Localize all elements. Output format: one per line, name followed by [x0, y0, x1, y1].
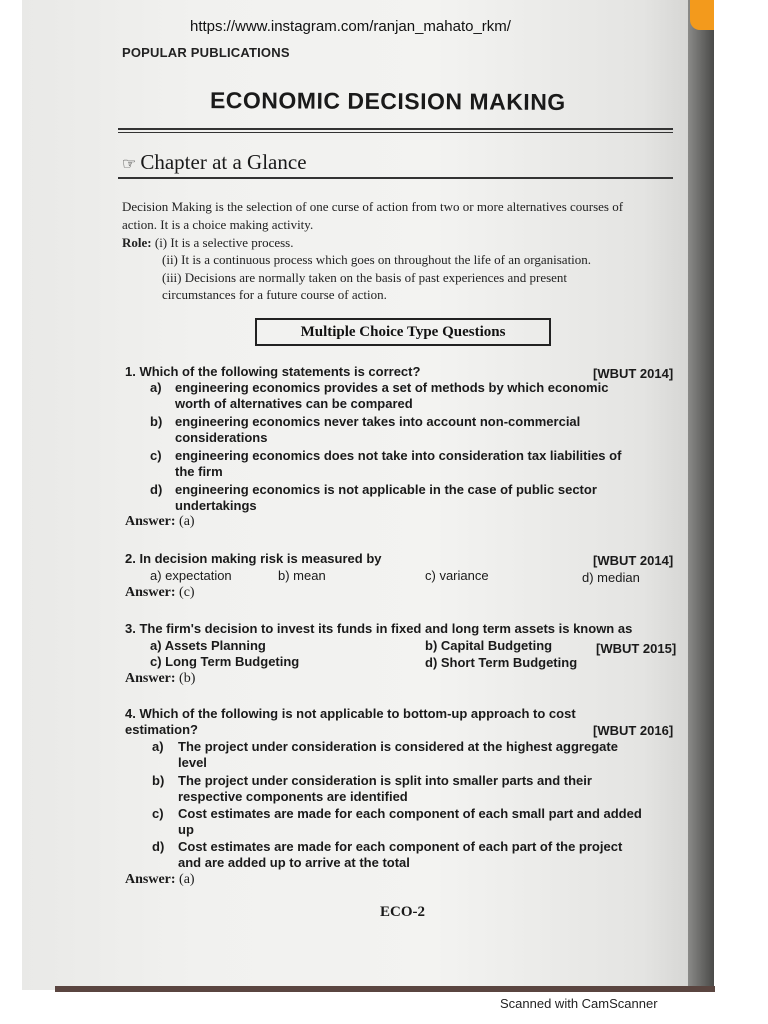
option-text: engineering economics provides a set of methods by which economic: [175, 380, 609, 395]
question-2-text: 2. In decision making risk is measured by: [125, 551, 382, 566]
pointing-hand-icon: ☞: [122, 156, 137, 173]
option-text: and are added up to arrive at the total: [178, 855, 410, 870]
option-text: The project under consideration is split into smaller parts and their: [178, 773, 592, 788]
option-text: up: [178, 822, 194, 837]
scanner-watermark: Scanned with CamScanner: [500, 996, 658, 1011]
option-text: c) variance: [425, 568, 489, 583]
source-url: https://www.instagram.com/ranjan_mahato_rkm/: [190, 18, 511, 35]
page-corner-tab: [690, 0, 714, 30]
question-4-tag: [WBUT 2016]: [593, 723, 674, 738]
question-3-text: 3. The firm's decision to invest its funds in fixed and long term assets is known as: [125, 621, 633, 636]
option-label: c): [150, 448, 162, 463]
answer-value: (a): [179, 514, 195, 529]
role-label: Role:: [122, 235, 152, 250]
section-title-box: Multiple Choice Type Questions: [255, 318, 551, 346]
option-label: a): [150, 380, 162, 395]
option-text: b) Capital Budgeting: [425, 638, 553, 653]
option-label: a): [152, 739, 164, 754]
option-text: a) expectation: [150, 568, 232, 583]
option-text: Cost estimates are made for each component of each part of the project: [178, 839, 623, 854]
answer-label: Answer:: [125, 514, 176, 529]
role-item-continued: circumstances for a future course of action.: [162, 287, 387, 302]
option-text: d) Short Term Budgeting: [425, 655, 578, 670]
option-label: c): [152, 806, 164, 821]
option-text: level: [178, 755, 207, 770]
answer-label: Answer:: [125, 671, 176, 686]
answer-label: Answer:: [125, 585, 176, 600]
role-item: (ii) It is a continuous process which goes on throughout the life of an organisation.: [162, 252, 592, 267]
option-text: d) median: [582, 570, 640, 585]
option-text: undertakings: [175, 498, 257, 513]
option-text: respective components are identified: [178, 789, 408, 804]
option-text: engineering economics is not applicable in the case of public sector: [175, 482, 597, 497]
option-text: a) Assets Planning: [150, 638, 266, 653]
option-label: d): [150, 482, 163, 497]
chapter-heading-text: Chapter at a Glance: [140, 150, 307, 174]
question-2-answer: [125, 585, 195, 601]
chapter-heading: [122, 150, 307, 175]
option-text: the firm: [175, 464, 223, 479]
option-label: d): [152, 839, 165, 854]
answer-value: (b): [179, 671, 196, 686]
question-4-text: 4. Which of the following is not applicable to bottom-up approach to cost: [125, 706, 576, 721]
chapter-divider: [118, 177, 673, 179]
role-item: (i) It is a selective process.: [154, 235, 294, 250]
question-3-answer: [125, 671, 195, 687]
role-item: (iii) Decisions are normally taken on the basis of past experiences and present: [162, 270, 568, 285]
option-text: engineering economics never takes into account non-commercial: [175, 414, 581, 429]
question-1-tag: [WBUT 2014]: [593, 366, 674, 381]
option-text: c) Long Term Budgeting: [150, 654, 300, 669]
page-number: ECO-2: [380, 904, 425, 920]
book-spine-shadow: [688, 0, 714, 990]
question-2-tag: [WBUT 2014]: [593, 553, 674, 568]
title-divider-thin: [118, 132, 673, 133]
option-text: Cost estimates are made for each component of each small part and added: [178, 806, 642, 821]
question-4-answer: [125, 872, 195, 888]
publisher-name: POPULAR PUBLICATIONS: [122, 45, 290, 60]
option-text: The project under consideration is considered at the highest aggregate: [178, 739, 618, 754]
title-divider: [118, 128, 673, 130]
option-label: b): [150, 414, 163, 429]
option-text: engineering economics does not take into consideration tax liabilities of: [175, 448, 622, 463]
answer-value: (c): [179, 585, 195, 600]
answer-label: Answer:: [125, 872, 176, 887]
option-text: b) mean: [278, 568, 326, 583]
intro-line-1: Decision Making is the selection of one curse of action from two or more alternatives courses of: [122, 199, 624, 214]
question-1-text: 1. Which of the following statements is correct?: [125, 364, 421, 379]
role-line: [122, 235, 293, 251]
page-bottom-edge: [55, 986, 715, 992]
option-text: worth of alternatives can be compared: [175, 396, 413, 411]
question-4-text-continued: estimation?: [125, 722, 198, 737]
question-1-answer: [125, 514, 195, 530]
option-text: considerations: [175, 430, 268, 445]
answer-value: (a): [179, 872, 195, 887]
page-title: ECONOMIC DECISION MAKING: [209, 87, 566, 115]
intro-line-2: action. It is a choice making activity.: [122, 217, 314, 232]
option-label: b): [152, 773, 165, 788]
question-3-tag: [WBUT 2015]: [596, 641, 677, 656]
